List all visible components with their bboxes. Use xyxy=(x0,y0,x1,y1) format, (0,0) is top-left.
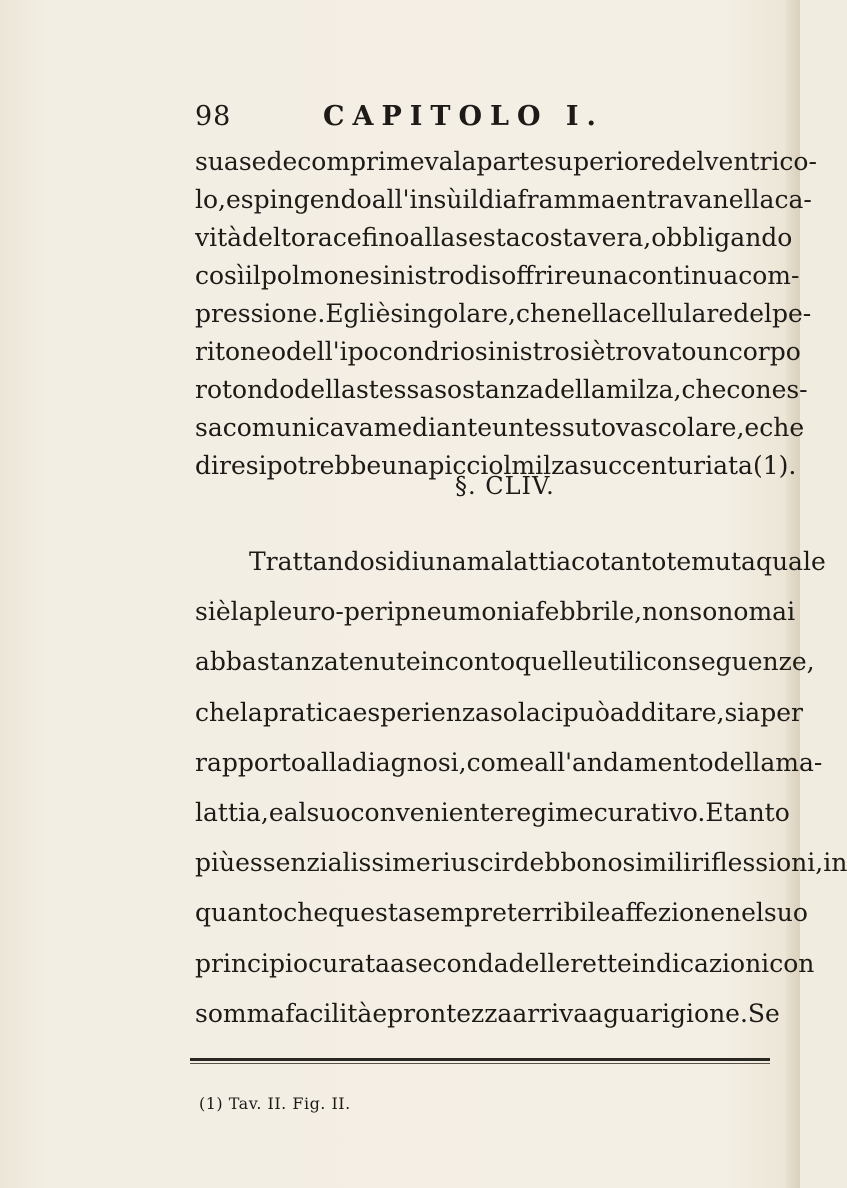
word: abbastanza xyxy=(195,647,339,677)
word: facilità xyxy=(285,998,373,1028)
word: delle xyxy=(508,948,571,978)
footnote-rule xyxy=(190,1058,770,1061)
word: quelle xyxy=(515,647,593,677)
word: il xyxy=(462,185,479,214)
text-line xyxy=(249,540,826,584)
page-header xyxy=(195,101,615,141)
word: principio xyxy=(195,948,309,978)
word: è xyxy=(590,337,606,366)
word: sinistro xyxy=(369,261,465,290)
word: continua xyxy=(627,261,739,290)
word: debbono xyxy=(513,848,623,878)
word: con xyxy=(769,948,815,978)
word: costa xyxy=(520,223,588,252)
word: additare, xyxy=(609,697,725,727)
text-line xyxy=(195,791,790,835)
word: esperienza xyxy=(352,697,490,727)
word: sinistro xyxy=(474,337,570,366)
word: può xyxy=(562,697,610,727)
word: Egli xyxy=(325,299,376,328)
word: in xyxy=(420,647,445,677)
word: alla xyxy=(305,747,352,777)
word: è xyxy=(375,299,391,328)
word: sono xyxy=(689,597,749,627)
word: dell'ipocondrio xyxy=(286,337,475,366)
word: fino xyxy=(361,223,410,252)
text-line xyxy=(195,590,796,634)
word: una xyxy=(381,451,429,480)
footnote-rule-thin xyxy=(190,1063,770,1064)
word: com- xyxy=(738,261,800,290)
word: riuscir xyxy=(430,848,514,878)
word: polmone xyxy=(260,261,370,290)
text-line xyxy=(195,691,803,735)
word: che xyxy=(515,299,561,328)
word: mai xyxy=(748,597,796,627)
text-line xyxy=(195,891,808,935)
word: vità xyxy=(195,223,243,252)
word: pratica xyxy=(262,697,353,727)
word: pe- xyxy=(771,299,812,328)
text-line xyxy=(195,640,815,684)
word: suo xyxy=(306,798,351,827)
word: il xyxy=(244,261,261,290)
word: si xyxy=(245,451,267,480)
word: sua xyxy=(195,147,239,176)
word: è xyxy=(215,597,231,627)
word: la xyxy=(230,597,254,627)
word: non xyxy=(642,597,690,627)
word: cotanto xyxy=(571,547,667,576)
word: conveniente xyxy=(350,798,505,827)
word: questa xyxy=(328,898,413,928)
word: conto xyxy=(444,647,516,677)
word: che xyxy=(283,898,329,928)
word: si xyxy=(569,337,591,366)
word: sede xyxy=(238,147,298,176)
word: vascolare, xyxy=(615,413,745,442)
word: curativo. xyxy=(593,798,706,827)
word: (1). xyxy=(752,451,797,480)
word: comprimeva xyxy=(297,147,454,176)
running-head: CAPITOLO I. xyxy=(323,101,604,132)
word: diaframma xyxy=(478,185,616,214)
word: vera, xyxy=(587,223,652,252)
footnote: (1) Tav. II. Fig. II. xyxy=(199,1094,351,1113)
word: alla xyxy=(409,223,456,252)
word: rotondo xyxy=(195,375,295,404)
section-heading: §. CLIV. xyxy=(455,472,555,500)
word: torace xyxy=(280,223,362,252)
word: stessa xyxy=(355,375,435,404)
word: simili xyxy=(622,848,692,878)
word: tenute xyxy=(338,647,421,677)
word: e xyxy=(268,798,284,827)
word: suo xyxy=(763,898,808,928)
word: entrava xyxy=(615,185,713,214)
word: della xyxy=(294,375,356,404)
word: dire xyxy=(195,451,246,480)
word: all'insù xyxy=(371,185,463,214)
word: con xyxy=(726,375,772,404)
word: che xyxy=(195,697,240,727)
word: e xyxy=(226,185,241,214)
word: tanto xyxy=(723,798,790,827)
word: come xyxy=(466,747,535,777)
word: a xyxy=(588,998,604,1028)
word: rapporto xyxy=(195,747,306,777)
word: sostanza xyxy=(434,375,545,404)
word: e xyxy=(372,998,388,1028)
word: prontezza xyxy=(387,998,513,1028)
word: di xyxy=(464,261,489,290)
text-line xyxy=(195,942,815,986)
word: ritoneo xyxy=(195,337,286,366)
word: Se xyxy=(747,998,780,1028)
word: ca- xyxy=(774,185,812,214)
word: parte xyxy=(476,147,545,176)
word: somma xyxy=(195,998,286,1028)
word: succenturiata xyxy=(579,451,753,480)
word: della xyxy=(544,375,606,404)
word: sesta xyxy=(455,223,521,252)
word: trovato xyxy=(605,337,697,366)
word: picciol xyxy=(428,451,512,480)
word: del xyxy=(733,299,772,328)
word: una xyxy=(580,261,628,290)
word: un xyxy=(696,337,729,366)
word: indicazioni xyxy=(631,948,770,978)
word: spingendo xyxy=(240,185,372,214)
word: lo, xyxy=(195,185,226,214)
word: es- xyxy=(771,375,808,404)
word: un xyxy=(492,413,525,442)
word: Trattandosi xyxy=(249,547,396,576)
word: della xyxy=(713,747,776,777)
word: si xyxy=(195,597,216,627)
word: sa xyxy=(195,413,223,442)
word: malattia xyxy=(466,547,572,576)
word: ci xyxy=(540,697,563,727)
word: nel xyxy=(725,898,764,928)
word: di xyxy=(395,547,420,576)
word: e xyxy=(744,413,760,442)
word: a xyxy=(390,948,405,978)
word: utili xyxy=(592,647,643,677)
word: del xyxy=(242,223,281,252)
word: la xyxy=(239,697,263,727)
word: conseguenze, xyxy=(642,647,815,677)
word: singolare, xyxy=(390,299,516,328)
word: del xyxy=(665,147,705,176)
word: pleuro-peripneumonia xyxy=(253,597,536,627)
word: rette xyxy=(570,948,632,978)
word: affezione xyxy=(610,898,726,928)
text-line xyxy=(195,992,780,1036)
word: superiore xyxy=(544,147,666,176)
word: sia xyxy=(724,697,761,727)
word: pressione. xyxy=(195,299,326,328)
word: milza, xyxy=(605,375,682,404)
word: cellulare xyxy=(622,299,734,328)
word: obbligando xyxy=(651,223,793,252)
word: tessuto xyxy=(524,413,616,442)
word: per xyxy=(760,697,803,727)
word: ventrico- xyxy=(704,147,817,176)
word: potrebbe xyxy=(266,451,382,480)
word: soffrire xyxy=(488,261,581,290)
word: milza xyxy=(511,451,580,480)
word: ma- xyxy=(775,747,823,777)
word: che xyxy=(759,413,805,442)
word: lattia, xyxy=(195,798,269,827)
word: in xyxy=(823,848,847,878)
word: guarigione. xyxy=(603,998,748,1028)
word: nella xyxy=(712,185,775,214)
word: così xyxy=(195,261,245,290)
word: curata xyxy=(308,948,391,978)
word: al xyxy=(283,798,307,827)
word: nella xyxy=(560,299,623,328)
word: diagnosi, xyxy=(351,747,467,777)
word: che xyxy=(681,375,727,404)
page-number: 98 xyxy=(195,101,232,132)
word: seconda xyxy=(404,948,509,978)
word: terribile xyxy=(506,898,611,928)
word: comunicava xyxy=(222,413,374,442)
word: all'andamento xyxy=(534,747,714,777)
word: una xyxy=(419,547,467,576)
word: arriva xyxy=(512,998,589,1028)
word: riflessioni, xyxy=(691,848,824,878)
word: quanto xyxy=(195,898,284,928)
word: mediante xyxy=(373,413,492,442)
word: temuta xyxy=(666,547,756,576)
text-line xyxy=(195,741,823,785)
text-line xyxy=(195,841,847,885)
word: corpo xyxy=(728,337,801,366)
word: febbrile, xyxy=(535,597,643,627)
word: essenzialissime xyxy=(235,848,431,878)
word: la xyxy=(453,147,477,176)
word: quale xyxy=(755,547,826,576)
word: regime xyxy=(504,798,594,827)
word: sempre xyxy=(412,898,507,928)
word: sola xyxy=(489,697,541,727)
word: più xyxy=(195,848,236,878)
word: E xyxy=(705,798,724,827)
